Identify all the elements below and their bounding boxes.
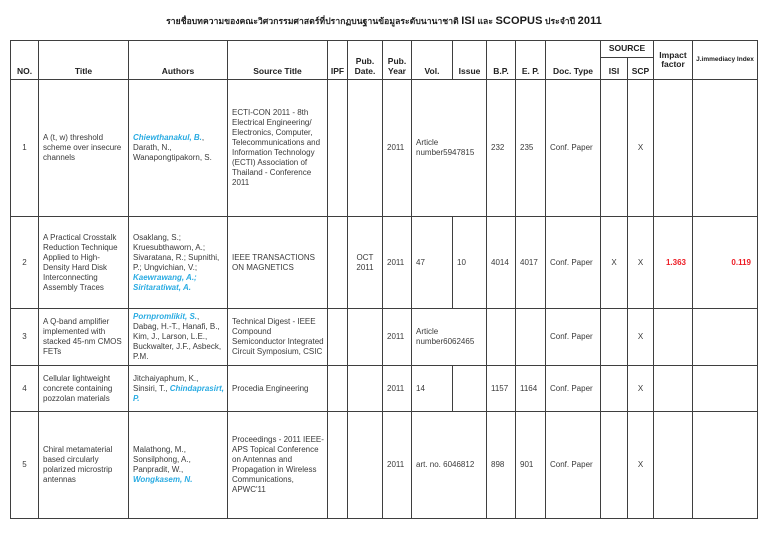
cell-authors: [129, 366, 228, 412]
cell-pub-year: 2011: [383, 80, 412, 217]
publication-row: [11, 412, 758, 519]
cell-pub-date: [348, 412, 383, 519]
cell-no: 3: [11, 309, 39, 366]
cell-authors: [129, 309, 228, 366]
title-year: 2011: [577, 15, 602, 27]
cell-doc-type: Conf. Paper: [546, 412, 601, 519]
coauthors: , Darath, N., Wanapongtipakorn, S.: [133, 133, 212, 162]
cell-title: A Q-band amplifier implemented with stacked 45-nm CMOS FETs: [39, 309, 129, 366]
cell-source-title: Procedia Engineering: [228, 366, 328, 412]
header-scp: SCP: [628, 58, 654, 80]
coauthors: Osaklang, S.; Kruesubthaworn, A.; Sivaratana, R.; Supnithi, P.; Ungvichian, V.;: [133, 232, 220, 272]
highlighted-author: Chiewthanakul, B.: [133, 133, 202, 142]
cell-doc-type: Conf. Paper: [546, 217, 601, 309]
header-authors: Authors: [129, 41, 228, 80]
cell-source-title: ECTI-CON 2011 - 8th Electrical Engineering/ Electronics, Computer, Telecommunications and Information Technology (ECTI) Association of Thailand - Conference 2011: [228, 80, 328, 217]
header-isi: ISI: [601, 58, 628, 80]
header-bp: B.P.: [487, 41, 516, 80]
title-thai-3: ประจำปี: [542, 16, 578, 26]
cell-impact-factor: [654, 412, 693, 519]
cell-impact-factor: [654, 309, 693, 366]
header-doc-type: Doc. Type: [546, 41, 601, 80]
cell-pub-year: 2011: [383, 366, 412, 412]
cell-source-title: Proceedings - 2011 IEEE-APS Topical Conference on Antennas and Propagation in Wireless Communications, APWC'11: [228, 412, 328, 519]
cell-scp: X: [628, 309, 654, 366]
cell-pub-date: [348, 80, 383, 217]
cell-bp: 232: [487, 80, 516, 217]
publication-row: [11, 217, 758, 309]
cell-vol: 14: [412, 366, 453, 412]
cell-impact-factor: 1.363: [654, 217, 693, 309]
cell-authors: [129, 80, 228, 217]
cell-ipf: [328, 217, 348, 309]
title-thai-2: และ: [474, 16, 496, 26]
cell-isi: [601, 412, 628, 519]
header-immediacy-index: J.immediacy Index: [693, 41, 758, 80]
cell-no: 2: [11, 217, 39, 309]
cell-ipf: [328, 412, 348, 519]
cell-ep: 901: [516, 412, 546, 519]
highlighted-author: Wongkasem, N.: [133, 475, 193, 484]
header-impact-factor: Impact factor: [654, 41, 693, 80]
highlighted-author: Chindaprasirt, P.: [133, 383, 224, 403]
cell-issue: 10: [453, 217, 487, 309]
cell-vol: 47: [412, 217, 453, 309]
page-title: [0, 14, 768, 28]
cell-bp: [487, 309, 516, 366]
cell-immediacy-index: [693, 309, 758, 366]
cell-doc-type: Conf. Paper: [546, 80, 601, 217]
cell-no: 4: [11, 366, 39, 412]
cell-scp: X: [628, 217, 654, 309]
header-issue: Issue: [453, 41, 487, 80]
cell-title: A (t, w) threshold scheme over insecure channels: [39, 80, 129, 217]
publication-row: [11, 366, 758, 412]
cell-ep: 1164: [516, 366, 546, 412]
cell-source-title: IEEE TRANSACTIONS ON MAGNETICS: [228, 217, 328, 309]
cell-immediacy-index: [693, 80, 758, 217]
header-pub-year: Pub. Year: [383, 41, 412, 80]
cell-no: 1: [11, 80, 39, 217]
cell-pub-year: 2011: [383, 412, 412, 519]
title-scopus: SCOPUS: [495, 15, 543, 27]
cell-vol-issue: art. no. 6046812: [412, 412, 487, 519]
header-vol: Vol.: [412, 41, 453, 80]
publication-row: [11, 80, 758, 217]
cell-bp: 4014: [487, 217, 516, 309]
title-thai-1: รายชื่อบทความของคณะวิศวกรรมศาสตร์ที่ปรากฏบนฐานข้อมูลระดับนานาชาติ: [166, 16, 462, 26]
cell-bp: 1157: [487, 366, 516, 412]
header-ipf: IPF: [328, 41, 348, 80]
cell-isi: [601, 80, 628, 217]
cell-ipf: [328, 309, 348, 366]
cell-authors: [129, 412, 228, 519]
cell-pub-date: [348, 366, 383, 412]
highlighted-author: Kaewrawang, A.; Siritaratiwat, A.: [133, 272, 197, 292]
cell-vol-issue: Article number6062465: [412, 309, 487, 366]
header-source-title: Source Title: [228, 41, 328, 80]
cell-ep: [516, 309, 546, 366]
cell-ep: 4017: [516, 217, 546, 309]
coauthors: Jitchaiyaphum, K., Sinsiri, T.,: [133, 373, 199, 393]
header-title: Title: [39, 41, 129, 80]
cell-source-title: Technical Digest - IEEE Compound Semiconductor Integrated Circuit Symposium, CSIC: [228, 309, 328, 366]
cell-ep: 235: [516, 80, 546, 217]
title-isi: ISI: [461, 15, 475, 27]
cell-impact-factor: [654, 80, 693, 217]
cell-ipf: [328, 366, 348, 412]
cell-bp: 898: [487, 412, 516, 519]
cell-immediacy-index: 0.119: [693, 217, 758, 309]
cell-doc-type: Conf. Paper: [546, 309, 601, 366]
header-source-group: SOURCE: [601, 41, 654, 58]
publication-row: [11, 309, 758, 366]
coauthors: , Dabag, H.-T., Hanafi, B., Kim, J., Larson, L.E., Buckwalter, J.F., Asbeck, P.M.: [133, 312, 222, 361]
header-no: NO.: [11, 41, 39, 80]
cell-title: Cellular lightweight concrete containing pozzolan materials: [39, 366, 129, 412]
cell-impact-factor: [654, 366, 693, 412]
cell-authors: [129, 217, 228, 309]
highlighted-author: Pornpromlikit, S.: [133, 312, 198, 321]
cell-immediacy-index: [693, 412, 758, 519]
cell-scp: X: [628, 80, 654, 217]
cell-ipf: [328, 80, 348, 217]
cell-title: Chiral metamaterial based circularly polarized microstrip antennas: [39, 412, 129, 519]
cell-pub-date: [348, 309, 383, 366]
header-ep: E. P.: [516, 41, 546, 80]
cell-pub-year: 2011: [383, 217, 412, 309]
cell-pub-date: OCT 2011: [348, 217, 383, 309]
cell-immediacy-index: [693, 366, 758, 412]
cell-scp: X: [628, 412, 654, 519]
header-pub-date: Pub. Date.: [348, 41, 383, 80]
cell-scp: X: [628, 366, 654, 412]
cell-issue: [453, 366, 487, 412]
cell-isi: X: [601, 217, 628, 309]
publications-table: [10, 40, 758, 519]
cell-pub-year: 2011: [383, 309, 412, 366]
cell-doc-type: Conf. Paper: [546, 366, 601, 412]
cell-title: A Practical Crosstalk Reduction Technique Applied to High-Density Hard Disk Interconnecting Assembly Traces: [39, 217, 129, 309]
cell-vol-issue: Article number5947815: [412, 80, 487, 217]
cell-isi: [601, 366, 628, 412]
coauthors: Malathong, M., Sonsilphong, A., Panpradit, W.,: [133, 445, 191, 474]
cell-no: 5: [11, 412, 39, 519]
cell-isi: [601, 309, 628, 366]
